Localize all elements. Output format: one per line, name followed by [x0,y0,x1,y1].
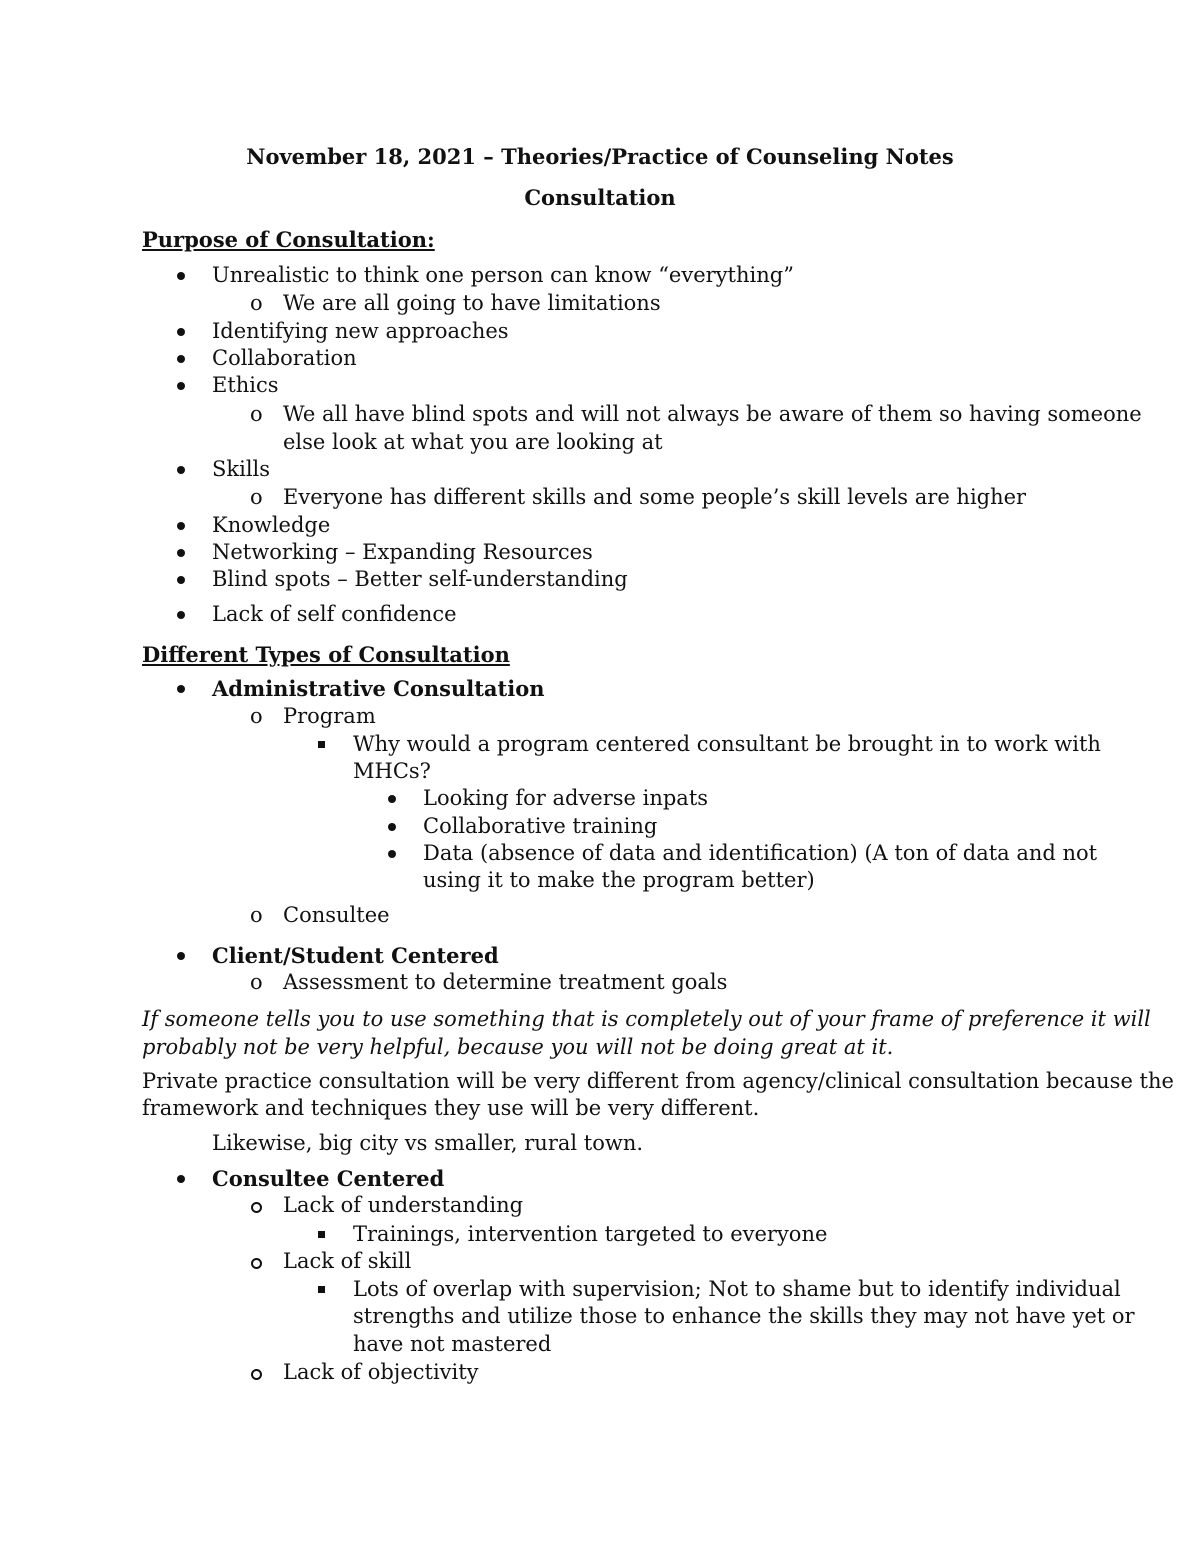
section-heading-purpose: Purpose of Consultation: [142,227,435,252]
list-item: Lots of overlap with supervision; Not to shame but to identify individual [353,1277,1121,1301]
bullet-dot-icon [177,355,185,363]
list-item: Unrealistic to think one person can know “everything” [212,263,794,287]
list-item-heading: Consultee Centered [212,1166,445,1191]
list-item-continuation: using it to make the program better) [423,868,815,892]
list-item: Networking – Expanding Resources [212,540,593,564]
list-item-continuation: else look at what you are looking at [283,430,663,454]
list-item: Collaborative training [423,814,658,838]
bullet-dot-icon [388,850,396,858]
bullet-dot-icon [177,466,185,474]
list-item: Lack of self confidence [212,602,457,626]
bullet-dot-icon [177,1175,185,1183]
list-item: Trainings, intervention targeted to everyone [353,1222,828,1246]
list-item: We are all going to have limitations [283,291,661,315]
bullet-dot-icon [177,611,185,619]
bullet-circle-icon: o [250,704,263,728]
bullet-circle-icon: o [250,903,263,927]
bullet-dot-icon [388,795,396,803]
bullet-dot-icon [177,328,185,336]
list-item: Knowledge [212,513,331,537]
italic-note-line: If someone tells you to use something that is completely out of your frame of preference it will [142,1007,1151,1031]
list-item-continuation: have not mastered [353,1332,552,1356]
bullet-dot-icon [388,823,396,831]
paragraph-line-indented: Likewise, big city vs smaller, rural town. [212,1131,644,1155]
bullet-circle-icon: o [250,970,263,994]
list-item: Looking for adverse inpats [423,786,709,810]
bullet-ring-icon [251,1202,262,1213]
bullet-circle-icon: o [250,485,263,509]
list-item: Blind spots – Better self-understanding [212,567,628,591]
list-item-continuation: MHCs? [353,759,431,783]
list-item: Program [283,704,376,728]
bullet-ring-icon [251,1258,262,1269]
paragraph-line: framework and techniques they use will be very different. [142,1096,760,1120]
list-item-heading: Administrative Consultation [212,676,545,701]
bullet-circle-icon: o [250,291,263,315]
bullet-square-icon [318,1231,325,1238]
list-item-continuation: strengths and utilize those to enhance the skills they may not have yet or [353,1304,1135,1328]
section-heading-types: Different Types of Consultation [142,642,510,667]
list-item-heading: Client/Student Centered [212,943,499,968]
list-item: Skills [212,457,271,481]
list-item: Consultee [283,903,390,927]
list-item: Identifying new approaches [212,319,509,343]
list-item: Lack of skill [283,1249,412,1273]
list-item: Why would a program centered consultant be brought in to work with [353,732,1101,756]
bullet-dot-icon [177,522,185,530]
bullet-dot-icon [177,272,185,280]
paragraph-line: Private practice consultation will be very different from agency/clinical consultation because the [142,1069,1174,1093]
bullet-ring-icon [251,1369,262,1380]
list-item: We all have blind spots and will not always be aware of them so having someone [283,402,1142,426]
page-subtitle: Consultation [524,185,676,210]
page-title: November 18, 2021 – Theories/Practice of Counseling Notes [246,144,954,169]
bullet-square-icon [318,741,325,748]
bullet-square-icon [318,1286,325,1293]
bullet-dot-icon [177,382,185,390]
list-item: Assessment to determine treatment goals [283,970,728,994]
bullet-dot-icon [177,685,185,693]
list-item: Everyone has different skills and some people’s skill levels are higher [283,485,1027,509]
bullet-circle-icon: o [250,402,263,426]
list-item: Data (absence of data and identification) (A ton of data and not [423,841,1098,865]
list-item: Lack of understanding [283,1193,524,1217]
list-item: Ethics [212,373,279,397]
bullet-dot-icon [177,549,185,557]
list-item: Lack of objectivity [283,1360,479,1384]
bullet-dot-icon [177,576,185,584]
italic-note-line: probably not be very helpful, because you will not be doing great at it. [142,1035,894,1059]
bullet-dot-icon [177,952,185,960]
list-item: Collaboration [212,346,357,370]
